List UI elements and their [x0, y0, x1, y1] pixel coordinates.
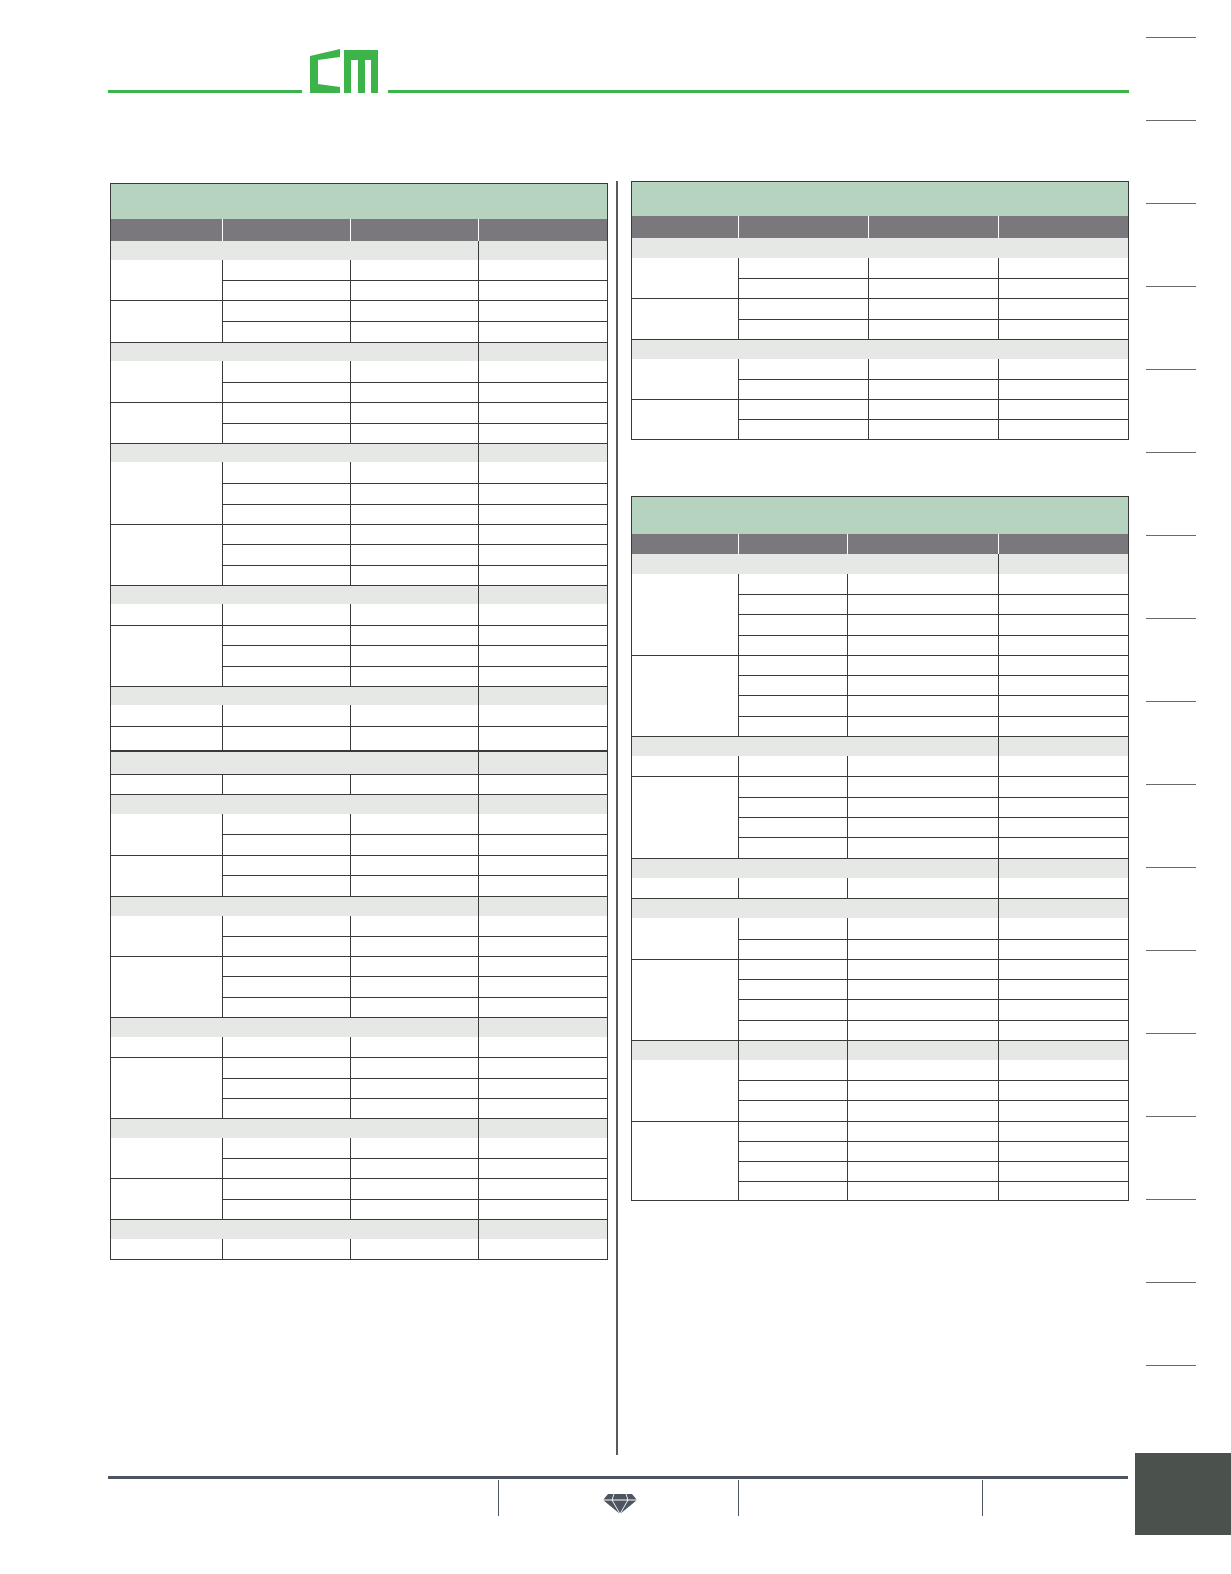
footer-separator: [982, 1480, 983, 1516]
header-rule-right: [388, 90, 1129, 93]
table-right-bottom: [631, 496, 1129, 1201]
header-rule-left: [108, 90, 302, 93]
cm-logo: [304, 46, 384, 96]
table-right-top: [631, 181, 1129, 440]
table-left: [110, 183, 608, 1260]
footer-separator: [738, 1480, 739, 1516]
column-divider: [616, 181, 618, 1455]
footer-rule: [108, 1476, 1128, 1479]
page-tab: [1135, 1453, 1231, 1535]
diamond-icon: [602, 1493, 638, 1515]
footer-separator: [498, 1480, 499, 1516]
